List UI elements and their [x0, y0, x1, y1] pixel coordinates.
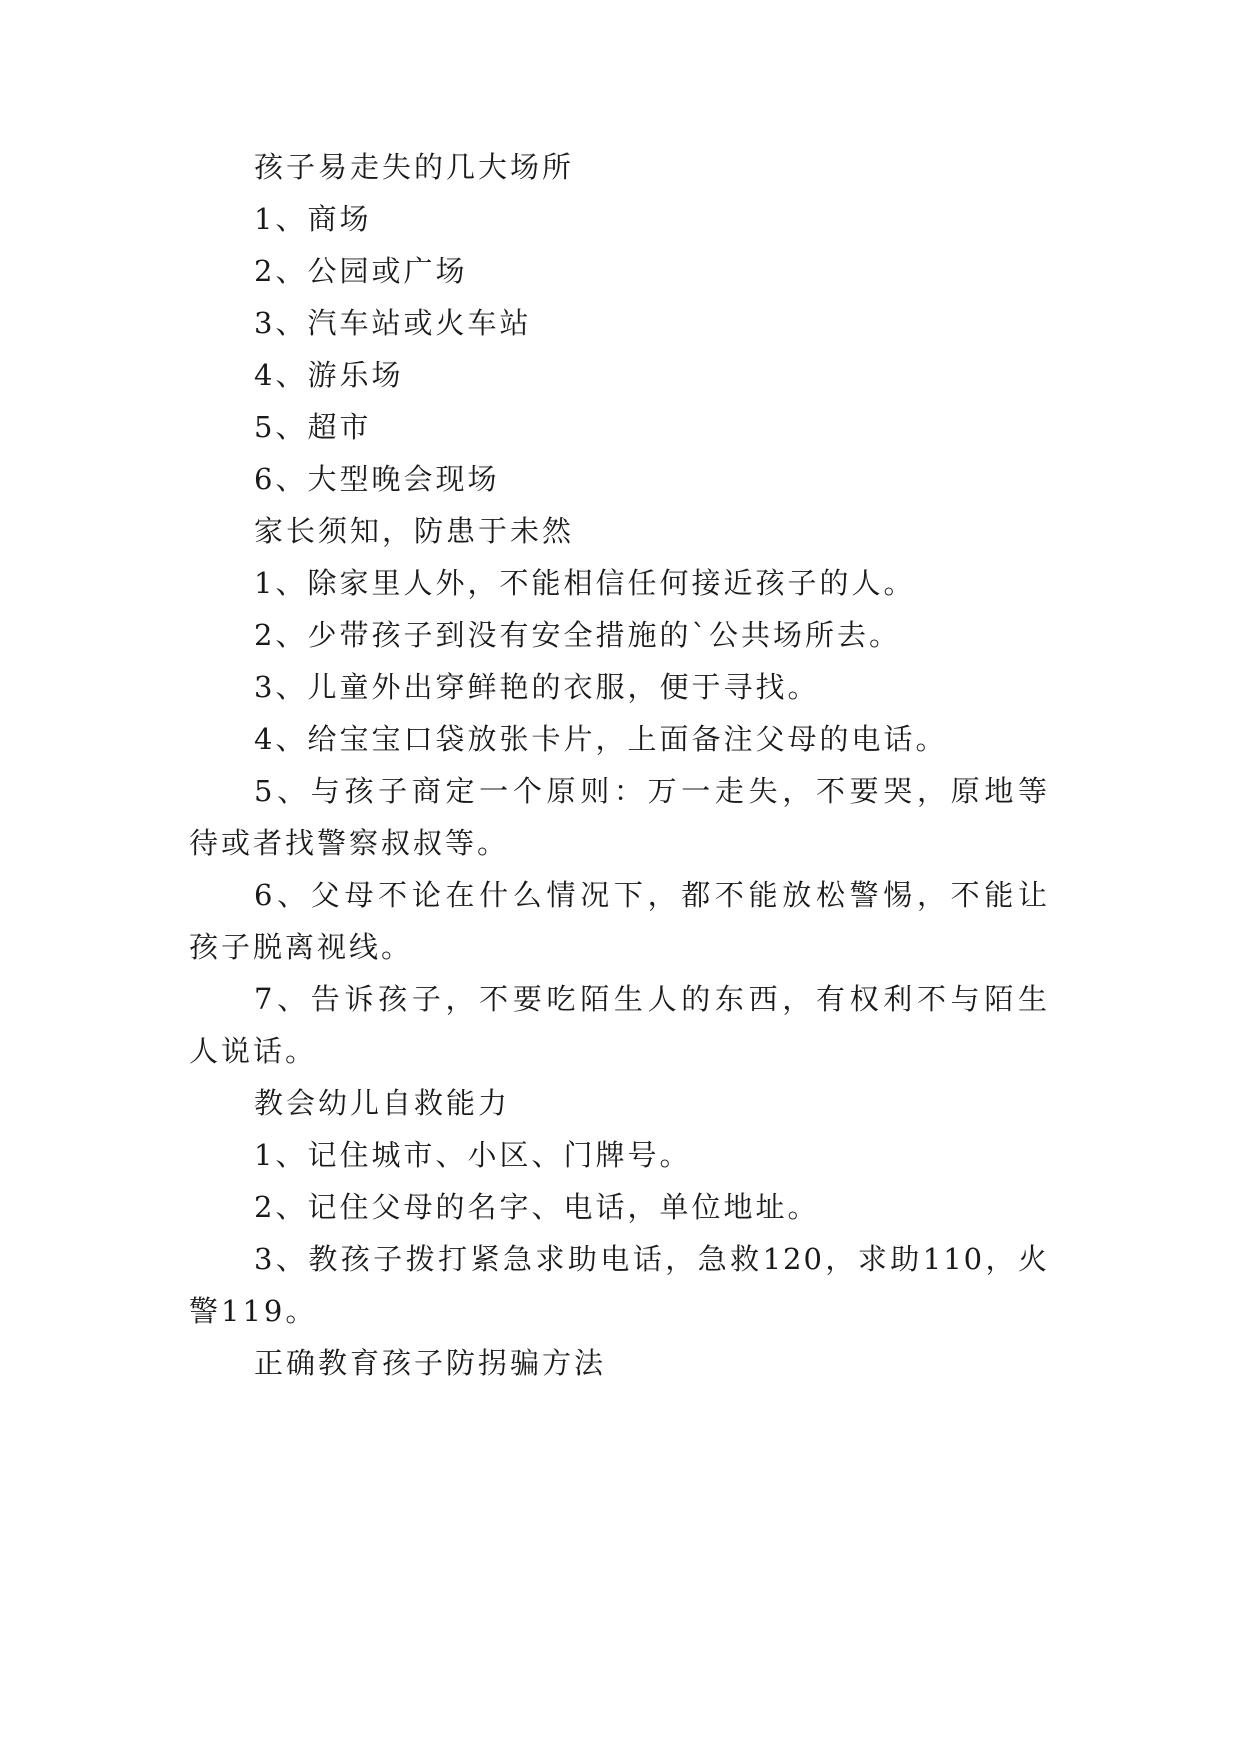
- list-item: 2、少带孩子到没有安全措施的`公共场所去。: [254, 618, 901, 652]
- list-item: 7、告诉孩子，不要吃陌生人的东西，有权利不与陌生: [254, 982, 1049, 1016]
- list-item: 6、父母不论在什么情况下，都不能放松警惕，不能让: [254, 878, 1049, 912]
- list-item: 1、记住城市、小区、门牌号。: [254, 1138, 692, 1172]
- section-heading: 孩子易走失的几大场所: [254, 150, 575, 184]
- section-heading: 家长须知，防患于未然: [254, 514, 575, 548]
- list-item-continuation: 人说话。: [189, 1034, 318, 1068]
- list-item: 3、教孩子拨打紧急求助电话，急救120，求助110，火: [254, 1242, 1049, 1276]
- list-item-continuation: 警119。: [189, 1294, 318, 1328]
- list-item-continuation: 孩子脱离视线。: [189, 930, 414, 964]
- list-item: 5、与孩子商定一个原则：万一走失，不要哭，原地等: [254, 774, 1049, 808]
- list-item: 3、汽车站或火车站: [254, 306, 532, 340]
- list-item: 6、大型晚会现场: [254, 462, 500, 496]
- section-heading: 教会幼儿自救能力: [254, 1086, 511, 1120]
- list-item: 3、儿童外出穿鲜艳的衣服，便于寻找。: [254, 670, 820, 704]
- list-item: 1、商场: [254, 202, 372, 236]
- list-item: 2、公园或广场: [254, 254, 468, 288]
- list-item: 1、除家里人外，不能相信任何接近孩子的人。: [254, 566, 916, 600]
- section-heading: 正确教育孩子防拐骗方法: [254, 1346, 607, 1380]
- list-item: 4、游乐场: [254, 358, 404, 392]
- list-item: 2、记住父母的名字、电话，单位地址。: [254, 1190, 820, 1224]
- list-item: 4、给宝宝口袋放张卡片，上面备注父母的电话。: [254, 722, 948, 756]
- list-item-continuation: 待或者找警察叔叔等。: [189, 826, 510, 860]
- list-item: 5、超市: [254, 410, 372, 444]
